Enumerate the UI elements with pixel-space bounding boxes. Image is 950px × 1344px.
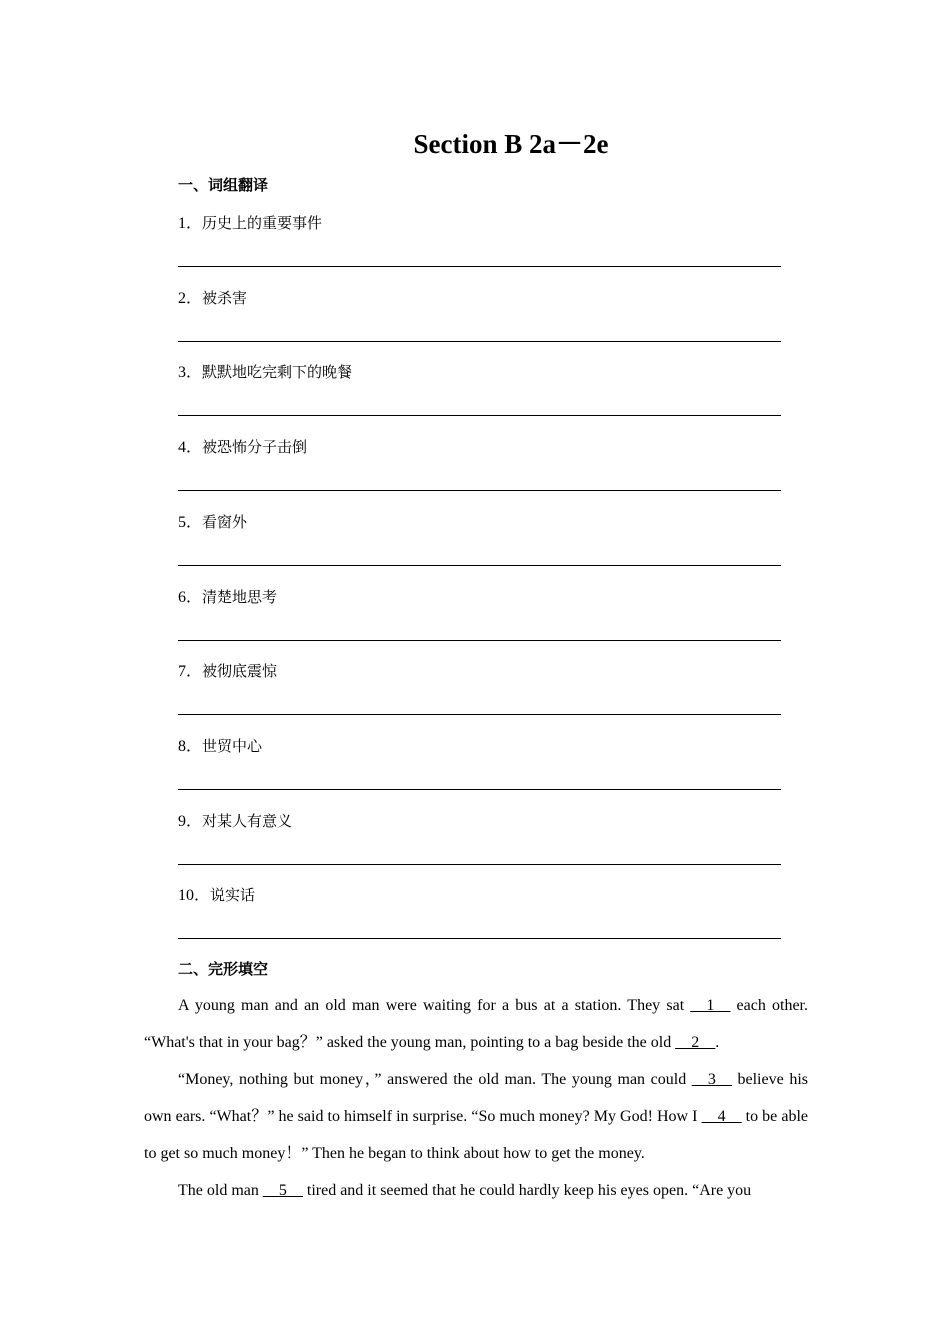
answer-line-2[interactable] — [178, 341, 781, 342]
item-number: 6． — [178, 588, 203, 606]
cloze-passage — [144, 987, 808, 1209]
item-text: 对某人有意义 — [202, 811, 293, 830]
cloze-blank-5[interactable]: __5__ — [262, 1182, 303, 1199]
item-text: 世贸中心 — [202, 736, 263, 755]
item-number: 5． — [178, 513, 203, 531]
translation-item-7 — [178, 658, 277, 681]
answer-line-7[interactable] — [178, 714, 781, 715]
translation-item-4 — [178, 434, 307, 457]
item-text: 清楚地思考 — [202, 587, 278, 606]
item-text: 历史上的重要事件 — [202, 214, 323, 232]
answer-line-6[interactable] — [178, 640, 781, 641]
answer-line-8[interactable] — [178, 789, 781, 790]
cloze-blank-1[interactable]: __1__ — [690, 997, 731, 1014]
item-number: 8． — [178, 737, 203, 755]
cloze-paragraph-2: “Money, nothing but money，” answered the old man. The young man could __3__ believe his own ears. “What？” he said to himself in surprise. “So much money? My God! How I __4__ to be able to get so much money！” Then he began to think about how to get the money. — [144, 1071, 808, 1162]
item-number: 2． — [178, 289, 203, 307]
page-title: Section B 2a－2e — [413, 129, 609, 159]
cloze-blank-4[interactable]: __4__ — [701, 1108, 742, 1125]
item-number: 3． — [178, 364, 203, 382]
item-number: 7． — [178, 663, 203, 681]
answer-line-5[interactable] — [178, 565, 781, 566]
item-number: 4． — [178, 439, 203, 457]
item-text: 看窗外 — [202, 512, 248, 531]
translation-item-2 — [178, 285, 247, 308]
translation-item-9 — [178, 808, 292, 831]
translation-item-8 — [178, 733, 262, 756]
translation-item-6 — [178, 584, 277, 607]
cloze-paragraph-1: A young man and an old man were waiting for a bus at a station. They sat __1__ each other. “What's that in your bag？” asked the young man, pointing to a bag beside the old __2__. — [144, 997, 808, 1051]
cloze-paragraph-3: The old man __5__ tired and it seemed that he could hardly keep his eyes open. “Are you — [178, 1182, 752, 1199]
item-number: 1． — [178, 215, 203, 232]
cloze-blank-3[interactable]: __3__ — [691, 1071, 732, 1088]
translation-item-10 — [178, 882, 255, 905]
item-text: 被恐怖分子击倒 — [202, 438, 308, 457]
translation-item-5 — [178, 509, 247, 532]
answer-line-3[interactable] — [178, 415, 781, 416]
answer-line-9[interactable] — [178, 864, 781, 865]
translation-item-3 — [178, 359, 352, 382]
section-heading-cloze: 二、完形填空 — [178, 960, 269, 978]
item-number: 9． — [178, 812, 203, 830]
cloze-blank-2[interactable]: __2__ — [675, 1034, 716, 1051]
item-text: 被彻底震惊 — [202, 662, 278, 681]
item-number: 10． — [178, 887, 211, 905]
item-text: 被杀害 — [202, 288, 248, 307]
item-text: 默默地吃完剩下的晚餐 — [202, 363, 353, 382]
item-text: 说实话 — [210, 886, 256, 905]
answer-line-1[interactable] — [178, 266, 781, 267]
section-heading-phrase-translation: 一、词组翻译 — [178, 176, 269, 194]
translation-item-1 — [178, 210, 322, 233]
answer-line-10[interactable] — [178, 938, 781, 939]
answer-line-4[interactable] — [178, 490, 781, 491]
